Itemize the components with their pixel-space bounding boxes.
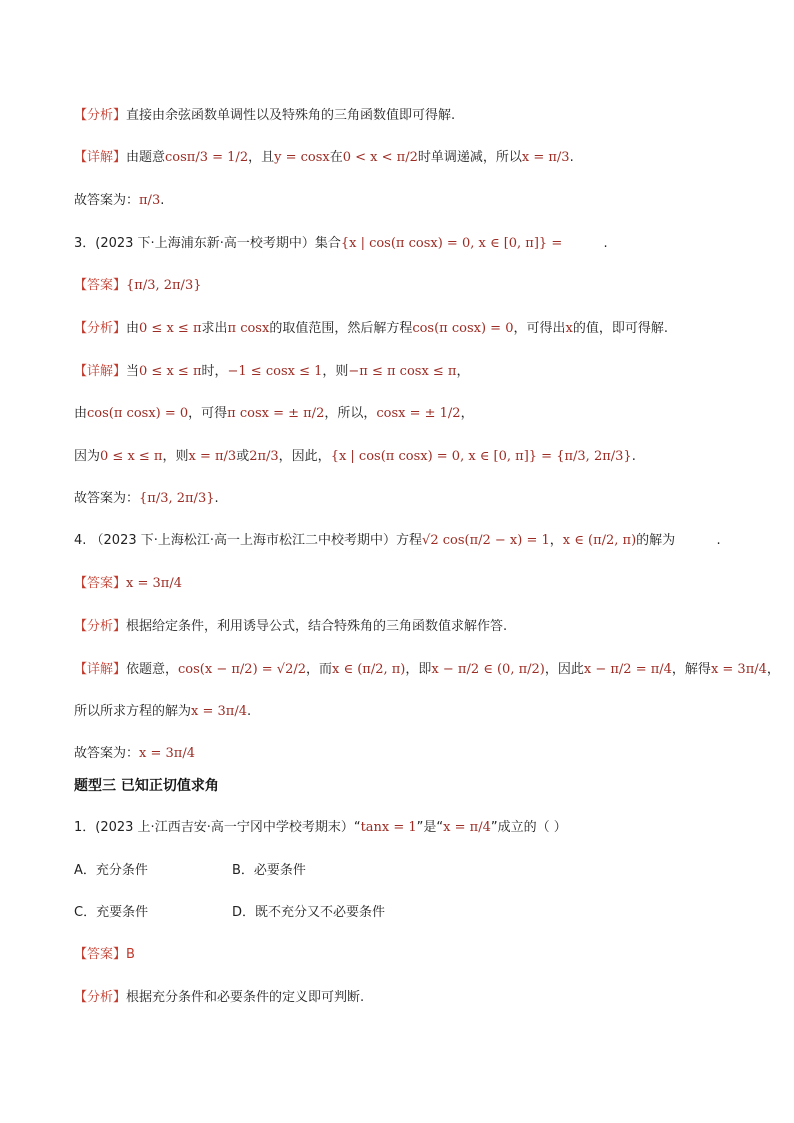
analysis-text: 的值，即可得解. [572,321,668,336]
options-row [74,903,754,923]
analysis-text: 根据充分条件和必要条件的定义即可判断. [126,990,365,1005]
detail-text: ， [460,406,474,421]
detail-text: 或 [236,449,250,464]
detail-text: . [246,704,252,719]
stem-text: ”成立的（ ） [490,820,567,835]
detail-text: ，所以， [324,406,377,421]
answer-line [74,276,754,296]
analysis-tag: 【分析】 [74,990,127,1005]
detail-text: ，解得 [671,662,711,677]
detail-line [74,404,754,424]
stem-text: 4. （2023 下·上海松江·高一上海市松江二中校考期中）方程 [74,533,423,548]
detail-text: ，而 [306,662,333,677]
math-expr: 0 < x < π/2 [342,150,418,165]
answer-suffix: . [214,491,219,506]
math-expr: 0 ≤ x ≤ π [139,321,202,336]
analysis-tag: 【分析】 [74,321,127,336]
analysis-text: 的取值范围，然后解方程 [269,321,413,336]
detail-tag: 【详解】 [74,150,127,165]
question-stem [74,531,754,551]
answer-line [74,574,754,594]
option-b: B．必要条件 [232,863,306,878]
analysis-tag: 【分析】 [74,619,127,634]
math-expr: {x | cos(π cosx) = 0, x ∈ [0, π]} = {π/3, 2π/3} [330,449,632,464]
detail-line [74,702,754,722]
answer-line [74,191,754,211]
math-expr: cosx = ± 1/2 [376,406,461,421]
answer-tag: 【答案】 [74,278,127,293]
question-stem [74,818,754,838]
option-c: C．充要条件 [74,905,149,920]
math-expr: x = 3π/4 [139,746,195,761]
answer-line [74,945,754,965]
stem-blank: . [675,533,721,548]
detail-tag: 【详解】 [74,364,127,379]
detail-line [74,362,754,382]
math-expr: 0 ≤ x ≤ π [139,364,202,379]
detail-text: ，因此， [278,449,331,464]
detail-text: ，即 [405,662,432,677]
math-expr: √2 cos(π/2 − x) = 1 [422,533,550,548]
detail-text: 由 [74,406,88,421]
detail-tag: 【详解】 [74,662,127,677]
analysis-line [74,319,754,339]
detail-text: ，可得 [188,406,228,421]
stem-text: ， [549,533,563,548]
math-expr: cos(π cosx) = 0 [412,321,514,336]
stem-text: 1．(2023 上·江西吉安·高一宁冈中学校考期末）“ [74,820,361,835]
detail-text: ，且 [248,150,275,165]
analysis-text: 根据给定条件，利用诱导公式，结合特殊角的三角函数值求解作答. [126,619,508,634]
question-stem [74,234,754,254]
detail-line [74,447,754,467]
answer-line [74,744,754,764]
detail-text: . [631,449,636,464]
math-expr: x = π/3 [188,449,237,464]
analysis-line [74,106,754,126]
analysis-tag: 【分析】 [74,108,127,123]
math-expr: x = π/4 [443,820,491,835]
math-expr: x − π/2 ∈ (0, π/2) [431,662,545,677]
analysis-line [74,617,754,637]
option-d: D．既不充分又不必要条件 [232,905,386,920]
math-expr: x − π/2 = π/4 [583,662,672,677]
math-expr: cos(π cosx) = 0 [87,406,189,421]
math-expr: π/3 [139,193,161,208]
answer-line [74,489,754,509]
math-expr: −1 ≤ cosx ≤ 1 [227,364,323,379]
answer-prefix: 故答案为： [74,491,140,506]
math-expr: x ∈ (π/2, π) [332,662,406,677]
stem-text: ”是“ [416,820,444,835]
detail-text: 因为 [74,449,101,464]
math-expr: x = π/3 [521,150,570,165]
detail-text: ，则 [162,449,189,464]
answer-prefix: 故答案为： [74,193,140,208]
analysis-line [74,988,754,1008]
analysis-text: ，可得出 [513,321,566,336]
stem-text: 的解为 [636,533,676,548]
math-expr: cos(x − π/2) = √2/2 [178,662,306,677]
math-expr: {π/3, 2π/3} [139,491,215,506]
detail-text: 当 [126,364,140,379]
math-expr: x ∈ (π/2, π) [562,533,637,548]
detail-text: ， [766,662,780,677]
math-expr: {π/3, 2π/3} [126,278,202,293]
detail-text: 在 [329,150,343,165]
detail-text: ， [456,364,470,379]
detail-line [74,660,780,680]
math-expr: x = 3π/4 [191,704,247,719]
answer-tag: 【答案】 [74,576,127,591]
detail-text: 时， [201,364,228,379]
detail-text: 时单调递减，所以 [417,150,522,165]
options-row [74,861,754,881]
math-expr: y = cosx [274,150,330,165]
math-expr: 2π/3 [249,449,279,464]
math-expr: tanx = 1 [360,820,417,835]
answer-suffix: . [160,193,165,208]
analysis-text: 直接由余弦函数单调性以及特殊角的三角函数值即可得解. [126,108,456,123]
answer-value: B [126,947,135,962]
math-expr: π cosx = ± π/2 [227,406,325,421]
detail-text: 所以所求方程的解为 [74,704,192,719]
math-expr: π cosx [227,321,270,336]
answer-prefix: 故答案为： [74,746,140,761]
answer-tag: 【答案】 [74,947,127,962]
detail-text: 由题意 [126,150,166,165]
stem-text: 3．(2023 下·上海浦东新·高一校考期中）集合 [74,236,341,251]
math-expr: x = 3π/4 [126,576,182,591]
section-title: 题型三 已知正切值求角 [74,778,219,794]
option-a: A．充分条件 [74,863,148,878]
math-expr: x = 3π/4 [710,662,767,677]
math-expr: cosπ/3 = 1/2 [165,150,249,165]
analysis-text: 求出 [201,321,228,336]
math-expr: {x | cos(π cosx) = 0, x ∈ [0, π]} = [340,236,563,251]
math-expr: −π ≤ π cosx ≤ π [348,364,457,379]
detail-text: ，因此 [544,662,584,677]
detail-text: . [569,150,574,165]
analysis-text: 由 [126,321,140,336]
detail-text: ，则 [322,364,349,379]
math-expr: 0 ≤ x ≤ π [100,449,163,464]
detail-text: 依题意， [126,662,179,677]
stem-blank: . [562,236,608,251]
detail-line [74,148,754,168]
math-expr: x [565,321,573,336]
